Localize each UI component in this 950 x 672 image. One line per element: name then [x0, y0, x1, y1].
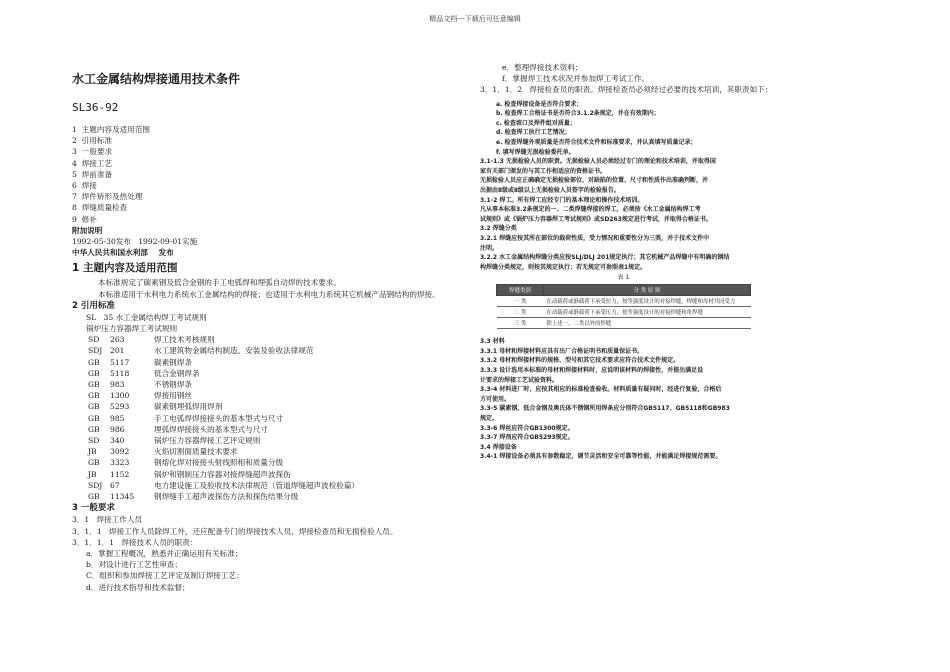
scanned-paragraph-line: 3.1-1.3 无损检验人员的职责。无损检验人员必须经过专门的理论和技术培训，并取得国 — [480, 158, 716, 166]
scanned-paragraph-line: 计要求的焊接工艺试验资料。 — [480, 376, 559, 384]
scanned-paragraph-line: 3.3.1 母材和焊接材料应具有出厂合格证明书和质量保证书。 — [480, 347, 644, 355]
inspector-duty-item: c. 检查坡口及焊件组对质量； — [496, 119, 576, 127]
clause-3-1-1-2: 3．1．1．2 焊接检查员的职责。焊接检查员必须经过必要的技术培训，其职责如下： — [480, 85, 773, 95]
reference-code: GB — [88, 492, 100, 502]
table-caption: 表 1 — [617, 274, 630, 282]
scanned-paragraph-line: 3.1-2 焊工。所有焊工应经专门的基本理论和操作技术培训。 — [480, 196, 644, 204]
section-1-paragraph: 本标准规定了碳素钢及低合金钢的手工电弧焊和埋弧自动焊的技术要求。 — [98, 278, 341, 288]
reference-title: 锅炉压力容器焊接工艺评定规则 — [154, 436, 261, 446]
reference-title: 碳素钢焊条 — [154, 357, 192, 367]
reference-item — [72, 491, 467, 502]
reference-code: GB — [88, 357, 100, 367]
reference-code: GB — [88, 380, 100, 390]
reference-title: 碳素钢埋弧焊用焊剂 — [154, 402, 223, 412]
reference-code: GB — [88, 424, 100, 434]
scanned-paragraph-line: 试规则》或《锅炉压力容器焊工考试规则》或SD263规定进行考试，并取得合格证书。 — [480, 215, 712, 223]
document-title: 水工金属结构焊接通用技术条件 — [72, 72, 241, 86]
reference-number: 3323 — [110, 458, 130, 468]
scanned-paragraphs — [480, 157, 880, 272]
reference-title: 埋弧焊焊接接头的基本型式与尺寸 — [154, 424, 268, 434]
reference-code: GB — [88, 413, 100, 423]
reference-number: 985 — [110, 413, 125, 423]
inspector-duty-list — [480, 100, 880, 158]
weld-principle: 在动载荷或静载荷下承受压力，按等强度设计的对接焊缝和角焊缝 — [544, 307, 751, 318]
reference-title: 水工建筑物金属结构制造、安装及验收法律规范 — [154, 346, 314, 356]
reference-item — [72, 469, 467, 480]
duty-item: a．掌握工程概况，熟悉并正确运用有关标准； — [86, 548, 243, 558]
reference-number: 67 — [110, 480, 120, 490]
scanned-paragraph-line: 3.2.1 焊缝应按其所在部位的载荷性质，受力情况和重要性分为三类，并于技术文件中 — [480, 234, 710, 242]
reference-item — [72, 435, 467, 446]
reference-title: 手工电弧焊焊接接头的基本型式与尺寸 — [154, 413, 284, 423]
weld-class: 一 类 — [497, 296, 544, 307]
scanned-paragraph-line: 家有关部门颁发的与其工作相适应的资格证书。 — [480, 167, 607, 175]
reference-item — [72, 379, 467, 390]
release-dates: 1992-05-30发布 1992-09-01实施 — [72, 237, 198, 247]
scanned-paragraph-line: 凡从事本标准3.2条规定的一、二类焊缝焊接的焊工，必须按《水工金属结构焊工考 — [480, 206, 701, 214]
scanned-paragraph-line: 注明。 — [480, 244, 499, 252]
inspector-duty-item: b. 检查焊工合格证书是否符合3.1.2条规定，并在有效期内； — [496, 110, 660, 118]
reference-code: JB — [88, 447, 97, 457]
reference-item — [72, 390, 467, 401]
reference-number: 5117 — [110, 357, 130, 367]
inspector-duty-item: d. 检查焊工执行工艺情况； — [496, 129, 571, 137]
reference-title: 电力建设施工及验收技术法律规范（管道焊缝超声波检验篇） — [154, 480, 360, 490]
scanned-paragraph-line: 3.3-5 碳素钢、低合金钢及奥氏体不锈钢所用焊条应分别符合GB5117、GB5118和GB983 — [480, 405, 730, 413]
clause-3-1-1-1: 3．1．1．1 焊接技术人员的职责： — [72, 537, 198, 547]
reference-number: 263 — [110, 335, 125, 345]
reference-code: SD — [88, 335, 100, 345]
scanned-paragraph-line: 构焊缝分类规定，则按其规定执行；若无规定可参照表1规定。 — [480, 263, 647, 271]
reference-code: SDJ — [88, 480, 103, 490]
section-1-paragraph: 本标准适用于水利电力系统水工金属结构的焊接；也适用于水利电力系统其它机械产品钢结构的焊接。 — [98, 289, 440, 299]
standard-code: SL36-92 — [72, 101, 119, 114]
right-column — [480, 62, 880, 462]
reference-number: 5118 — [110, 368, 130, 378]
table-row — [497, 318, 751, 329]
toc-item: 5 焊前准备 — [72, 169, 113, 179]
toc-item: 1 主题内容及适用范围 — [72, 125, 151, 134]
section-1-title: 1 主题内容及适用范围 — [72, 262, 178, 275]
table-row — [497, 307, 751, 318]
reference-number: 1152 — [110, 469, 130, 479]
toc-item: 6 焊接 — [72, 181, 97, 191]
reference-number: 1300 — [110, 391, 130, 401]
reference-item — [72, 413, 467, 424]
reference-code: GB — [88, 458, 100, 468]
duty-item: d．进行技术指导和技术监督； — [86, 582, 190, 592]
reference-item — [72, 446, 467, 457]
scanned-paragraph-line: 规定。 — [480, 415, 499, 423]
reference-title: 钢熔化焊对接接头射线照相和质量分级 — [154, 458, 284, 468]
scanned-paragraph-line: 3.4 焊接设备 — [480, 443, 517, 451]
scanned-paragraph-line: 方可使用。 — [480, 395, 511, 403]
reference-title: 低合金钢焊条 — [154, 368, 200, 378]
weld-principle: 除上述一、二类以外的焊缝 — [544, 318, 751, 329]
reference-item — [72, 401, 467, 412]
reference-title: 火焰切割面质量技术要求 — [154, 447, 238, 457]
reference-number: 5293 — [110, 402, 130, 412]
inspector-duty-item: a. 检查焊接设备是否符合要求； — [496, 100, 583, 108]
appendix-label: 附加说明 — [72, 225, 103, 235]
reference-item — [72, 334, 467, 345]
scanned-paragraph-line: 3.4-1 焊接设备必须具有参数稳定，调节灵活和安全可靠等性能，并能满足焊接规范需要。 — [480, 453, 722, 461]
reference-title: 锅炉和钢制压力容器对接焊缝超声波探伤 — [154, 469, 291, 479]
reference-item: SL 35 水工金属结构焊工考试规则 — [86, 312, 207, 322]
inspector-duty-item: f. 填写焊缝无损检验委托单。 — [496, 148, 575, 156]
reference-list — [72, 334, 467, 502]
scanned-paragraph-line: 无损检验人员应正确确定无损检验部位，对缺陷的位置、尺寸和性质作出准确判断，并 — [480, 177, 709, 185]
reference-title: 钢焊缝手工超声波探伤方法和探伤结果分级 — [154, 492, 299, 502]
reference-number: 3092 — [110, 447, 130, 457]
issuer: 中华人民共和国水利部 发布 — [72, 248, 174, 258]
scanned-paragraph-line: 3.3 材料 — [480, 338, 505, 346]
weld-class: 二 类 — [497, 307, 544, 318]
toc-item: 7 焊件矫形及热处理 — [72, 192, 143, 202]
reference-item: 锅炉压力容器焊工考试规则 — [86, 324, 178, 334]
reference-number: 986 — [110, 424, 125, 434]
duty-item: C．组织和参加焊接工艺评定及制订焊接工艺； — [86, 571, 244, 581]
reference-title: 焊接用钢丝 — [154, 391, 192, 401]
reference-code: GB — [88, 402, 100, 412]
toc-item: 9 修补 — [72, 214, 97, 224]
reference-item — [72, 345, 467, 356]
clause-3-1-1: 3．1．1 焊接工作人员除焊工外，还应配备专门的焊接技术人员、焊接检查员和无损检验人员。 — [72, 526, 398, 536]
reference-code: GB — [88, 368, 100, 378]
inspector-duty-item: e. 检查焊缝外观质量是否符合技术文件和标准要求，并认真填写质量记录； — [496, 138, 697, 146]
reference-code: SD — [88, 436, 100, 446]
table-header: 焊缝类别 — [497, 285, 544, 296]
scanned-paragraphs-2 — [480, 337, 880, 462]
scanned-paragraph-line: 出据由Ⅱ级或Ⅱ级以上无损检验人员签字的检验报告。 — [480, 186, 620, 194]
reference-title: 不锈钢焊条 — [154, 380, 192, 390]
reference-item — [72, 424, 467, 435]
reference-item — [72, 457, 467, 468]
reference-number: 11345 — [110, 492, 135, 502]
duty-item: b．对设计进行工艺性审查； — [86, 560, 182, 570]
scanned-paragraph-line: 3.3-7 焊剂应符合GB5293规定。 — [480, 434, 574, 442]
section-3-title: 3 一般要求 — [72, 503, 115, 514]
scanned-paragraph-line: 3.2 焊缝分类 — [480, 225, 517, 233]
scanned-paragraph-line: 3.3.2 母材和焊接材料的规格、型号和其它技术要求应符合技术文件规定。 — [480, 357, 680, 365]
reference-number: 983 — [110, 380, 125, 390]
clause-3-1: 3．1 焊接工作人员 — [72, 515, 143, 525]
scanned-paragraph-line: 3.3-6 焊丝应符合GB1300规定。 — [480, 424, 574, 432]
scanned-paragraph-line: 3.3-4 材料进厂时，应按其相应的标准检查验收。材料质量有疑问时，经进行复验，合格后 — [480, 386, 722, 394]
reference-title: 焊工技术考核规则 — [154, 335, 215, 345]
reference-number: 201 — [110, 346, 125, 356]
reference-code: JB — [88, 469, 97, 479]
toc-item: 4 焊接工艺 — [72, 158, 113, 168]
weld-principle: 在动载荷或静载荷下承受拉力，按等强度设计的对接焊缝，焊缝和母材共同受力 — [544, 296, 751, 307]
page-header: 精品文档---下载后可任意编辑 — [429, 15, 521, 23]
toc-item: 8 焊缝质量检查 — [72, 203, 128, 213]
reference-item — [72, 480, 467, 491]
table-of-contents — [72, 124, 467, 225]
scanned-paragraph-line: 3.2.2 水工金属结构焊缝分类应按SLJ/DLJ 201规定执行；其它机械产品焊缝中有明确的钢结 — [480, 254, 730, 262]
scanned-paragraph-line: 3.3.3 设计选用本标准的母材和焊接材料时，应说明该材料的焊接性，并提出满足设 — [480, 367, 704, 375]
reference-item — [72, 357, 467, 368]
left-column — [72, 66, 467, 593]
reference-item — [72, 368, 467, 379]
duty-item: e．整理焊接技术资料； — [502, 63, 583, 72]
reference-code: GB — [88, 391, 100, 401]
reference-code: SDJ — [88, 346, 103, 356]
weld-classification-table — [496, 284, 751, 329]
reference-number: 340 — [110, 436, 125, 446]
table-row — [497, 296, 751, 307]
duty-item: f．掌握焊工技术状况并参加焊工考试工作。 — [502, 74, 650, 84]
toc-item: 3 一般要求 — [72, 147, 113, 157]
table-header: 分 类 原 则 — [544, 285, 751, 296]
section-2-title: 2 引用标准 — [72, 300, 115, 311]
toc-item: 2 引用标准 — [72, 136, 113, 146]
weld-class: 三 类 — [497, 318, 544, 329]
